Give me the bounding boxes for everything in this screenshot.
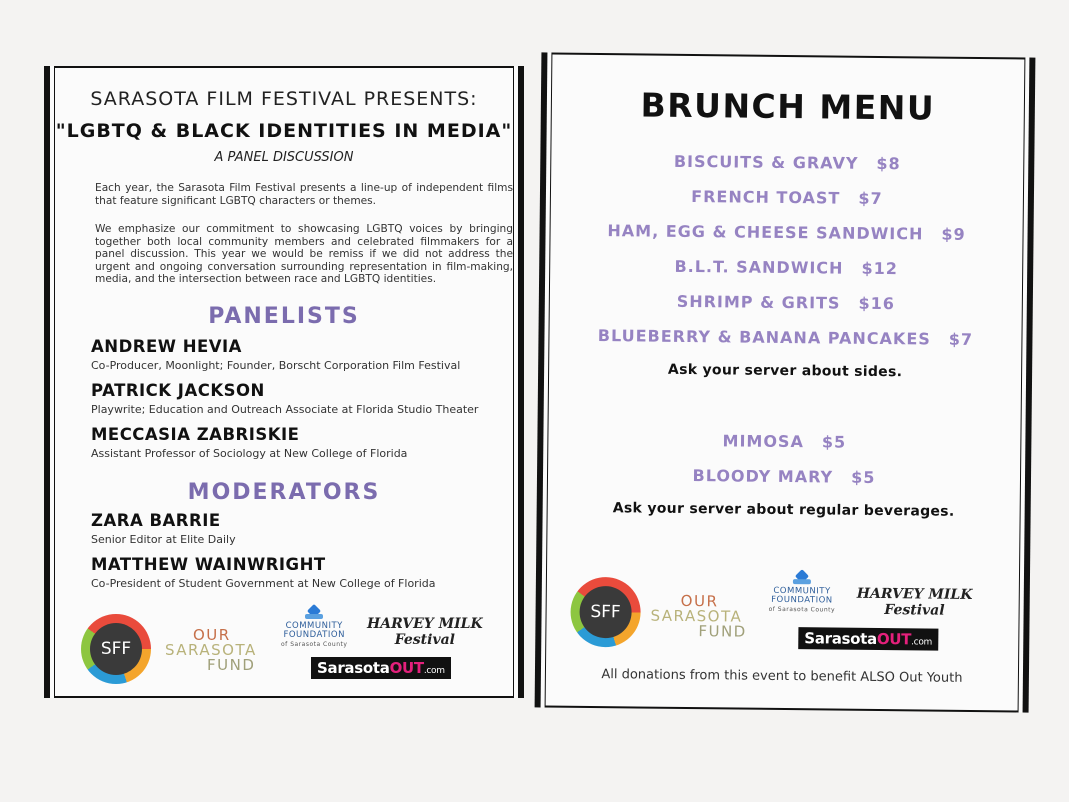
menu-item-name: HAM, EGG & CHEESE SANDWICH bbox=[607, 221, 924, 244]
hm-line1: HARVEY MILK bbox=[367, 616, 483, 632]
panel-flyer-frame bbox=[54, 66, 514, 698]
menu-item-name: BISCUITS & GRAVY bbox=[673, 151, 859, 173]
our-sarasota-fund-logo bbox=[165, 628, 257, 673]
sides-note: Ask your server about sides. bbox=[667, 361, 903, 381]
presents-heading: SARASOTA FILM FESTIVAL PRESENTS: bbox=[90, 88, 478, 110]
drink-item-name: BLOODY MARY bbox=[692, 466, 834, 487]
sarasota-out-logo bbox=[311, 657, 451, 679]
menu-item-name: SHRIMP & GRITS bbox=[676, 291, 841, 313]
sff-logo-text: SFF bbox=[90, 623, 142, 675]
panelist-role: Playwrite; Education and Outreach Associate at Florida Studio Theater bbox=[91, 403, 479, 416]
sfo-part-a: Sarasota bbox=[804, 629, 877, 648]
menu-item-price: $12 bbox=[861, 258, 899, 279]
hm-line2: Festival bbox=[884, 602, 945, 619]
osf-line2: SARASOTA bbox=[165, 641, 257, 659]
event-title: "LGBTQ & BLACK IDENTITIES IN MEDIA" bbox=[55, 120, 513, 142]
cf-line2: FOUNDATION bbox=[771, 594, 833, 606]
harvey-milk-festival-logo bbox=[367, 616, 483, 648]
moderator-role: Co-President of Student Government at New College of Florida bbox=[91, 577, 436, 590]
menu-item-price: $9 bbox=[941, 224, 966, 244]
drink-item-name: MIMOSA bbox=[722, 431, 804, 452]
our-sarasota-fund-logo bbox=[650, 591, 747, 641]
community-foundation-icon bbox=[305, 606, 323, 620]
sfo-part-a: Sarasota bbox=[317, 659, 390, 677]
menu-item-price: $7 bbox=[858, 188, 883, 209]
community-foundation-logo bbox=[281, 606, 347, 649]
brunch-menu-card bbox=[535, 52, 1036, 712]
sff-logo bbox=[570, 577, 641, 648]
drink-item-price: $5 bbox=[821, 432, 847, 452]
menu-title: BRUNCH MENU bbox=[640, 85, 936, 128]
commitment-paragraph: We emphasize our commitment to showcasing LGBTQ voices by bringing together both local community members and celebrated filmmakers for a panel discussion. This year we would be remiss if we did not address the urgent and ongoing conversation surrounding representation in film-making, media, and the intersection between race and LGBTQ identities. bbox=[95, 223, 513, 286]
moderator-name: MATTHEW WAINWRIGHT bbox=[91, 555, 326, 574]
panelist-role: Assistant Professor of Sociology at New College of Florida bbox=[91, 447, 408, 460]
moderators-heading: MODERATORS bbox=[187, 480, 381, 505]
hm-line2: Festival bbox=[394, 632, 455, 648]
hm-line1: HARVEY MILK bbox=[856, 585, 973, 603]
osf-line2: SARASOTA bbox=[650, 606, 743, 626]
osf-line3: FUND bbox=[698, 622, 747, 641]
sff-logo bbox=[81, 614, 151, 684]
osf-line3: FUND bbox=[207, 656, 256, 674]
beverages-note: Ask your server about regular beverages. bbox=[612, 500, 955, 520]
intro-paragraph: Each year, the Sarasota Film Festival presents a line-up of independent films that feature significant LGBTQ characters or themes. bbox=[95, 182, 513, 207]
panelist-role: Co-Producer, Moonlight; Founder, Borscht Corporation Film Festival bbox=[91, 359, 461, 372]
sff-logo-text: SFF bbox=[579, 586, 632, 639]
panelist-name: MECCASIA ZABRISKIE bbox=[91, 425, 300, 444]
sfo-part-c: .com bbox=[423, 666, 445, 676]
cf-line1: COMMUNITY bbox=[285, 621, 343, 631]
menu-item-price: $7 bbox=[948, 329, 974, 349]
drink-item bbox=[548, 465, 1020, 489]
menu-item-price: $16 bbox=[858, 293, 896, 314]
cf-line3: of Sarasota County bbox=[768, 605, 836, 614]
moderator-role: Senior Editor at Elite Daily bbox=[91, 533, 236, 546]
menu-item bbox=[550, 256, 1022, 280]
drink-item bbox=[548, 430, 1020, 454]
sarasota-out-logo bbox=[798, 627, 938, 650]
harvey-milk-festival-logo bbox=[857, 586, 973, 619]
menu-item bbox=[550, 221, 1022, 245]
menu-item bbox=[551, 186, 1023, 210]
menu-item bbox=[551, 151, 1023, 175]
menu-item-price: $8 bbox=[876, 153, 901, 174]
menu-item-name: B.L.T. SANDWICH bbox=[674, 256, 844, 278]
cf-line3: of Sarasota County bbox=[281, 641, 348, 648]
sfo-part-c: .com bbox=[911, 637, 933, 648]
panelists-heading: PANELISTS bbox=[208, 304, 360, 329]
panel-flyer bbox=[44, 66, 524, 698]
community-foundation-icon bbox=[793, 571, 811, 585]
menu-item-name: FRENCH TOAST bbox=[691, 187, 841, 208]
panelist-name: PATRICK JACKSON bbox=[91, 381, 265, 400]
menu-item bbox=[550, 291, 1022, 315]
community-foundation-logo bbox=[769, 571, 836, 615]
panelist-name: ANDREW HEVIA bbox=[91, 337, 242, 356]
sfo-part-b: OUT bbox=[876, 629, 912, 649]
moderator-name: ZARA BARRIE bbox=[91, 511, 221, 530]
event-subtitle: A PANEL DISCUSSION bbox=[214, 150, 354, 165]
osf-line1: OUR bbox=[680, 591, 719, 611]
donation-note: All donations from this event to benefit ALSO Out Youth bbox=[601, 667, 963, 686]
osf-line1: OUR bbox=[193, 626, 231, 644]
drink-item-price: $5 bbox=[851, 467, 876, 487]
sfo-part-b: OUT bbox=[389, 659, 424, 677]
menu-item bbox=[549, 326, 1021, 350]
menu-item-name: BLUEBERRY & BANANA PANCAKES bbox=[597, 326, 931, 349]
cf-line2: FOUNDATION bbox=[283, 630, 345, 640]
brunch-menu-frame bbox=[545, 53, 1026, 713]
cf-line1: COMMUNITY bbox=[773, 585, 831, 597]
